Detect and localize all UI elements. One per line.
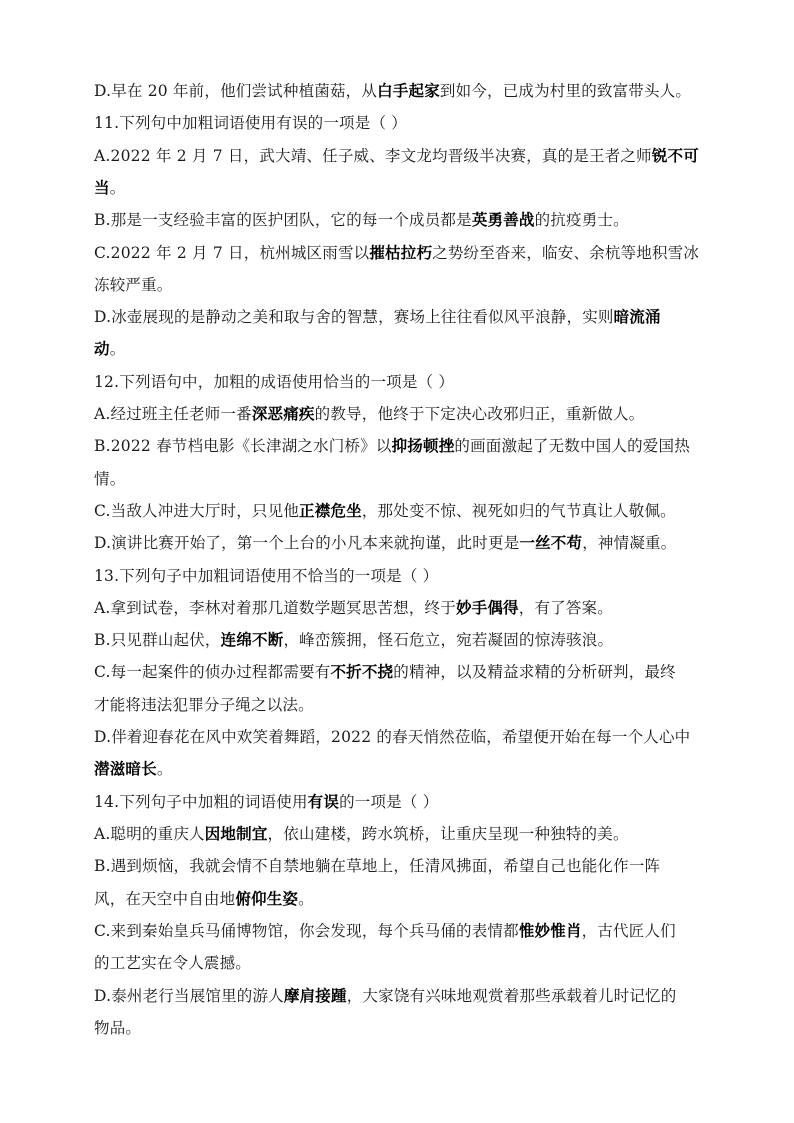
text-line (94, 759, 714, 779)
text-run: 才能将违法犯罪分子绳之以法。 (94, 696, 314, 714)
text-line (94, 533, 714, 553)
text-line (94, 695, 714, 715)
text-run: 到如今，已成为村里的致富带头人。 (439, 82, 692, 100)
text-line (94, 889, 714, 909)
text-line (94, 372, 714, 392)
text-run: 情。 (94, 470, 126, 488)
text-line (94, 404, 714, 424)
text-run: ，峰峦簇拥，怪石危立，宛若凝固的惊涛骇浪。 (283, 631, 614, 649)
text-run: C.2022 年 2 月 7 日，杭州城区雨雪以 (94, 244, 370, 262)
bold-phrase: 当 (94, 178, 110, 197)
text-run: ，那处变不惊、视死如归的气节真让人敬佩。 (361, 502, 676, 520)
text-run: B.2022 春节档电影《长津湖之水门桥》以 (94, 437, 392, 455)
text-line (94, 953, 714, 973)
bold-phrase: 正襟危坐 (299, 501, 362, 520)
text-run: B.那是一支经验丰富的医护团队，它的每一个成员都是 (94, 211, 472, 229)
text-run: 的抗疫勇士。 (534, 211, 629, 229)
text-run: 11.下列句中加粗词语使用有误的一项是（ ） (94, 114, 407, 132)
text-run: ，神情凝重。 (582, 534, 677, 552)
text-line (94, 307, 714, 327)
text-line (94, 436, 714, 456)
bold-phrase: 摧枯拉朽 (369, 243, 433, 262)
text-run: 的工艺实在令人震撼。 (94, 954, 252, 972)
text-run: 的画面激起了无数中国人的爱国热 (454, 437, 690, 455)
text-run: 12.下列语句中，加粗的成语使用恰当的一项是（ ） (94, 373, 455, 391)
bold-phrase: 抑扬顿挫 (391, 436, 455, 455)
text-line (94, 339, 714, 359)
text-line (94, 210, 714, 230)
text-line (94, 727, 714, 747)
text-run: 物品。 (94, 1019, 142, 1037)
bold-phrase: 英勇善战 (471, 210, 535, 229)
text-line (94, 178, 714, 198)
text-run: 13.下列句子中加粗词语使用不恰当的一项是（ ） (94, 567, 439, 585)
bold-phrase: 白手起家 (377, 81, 440, 100)
text-line (94, 598, 714, 618)
bold-phrase: 深恶痛疾 (251, 404, 315, 423)
text-run: 14.下列句子中加粗的词语使用 (94, 793, 308, 811)
text-run: D.伴着迎春花在风中欢笑着舞蹈，2022 的春天悄然莅临，希望便开始在每一个人心中 (94, 728, 691, 746)
text-line (94, 275, 714, 295)
bold-phrase: 暗流涌 (613, 307, 661, 326)
text-line (94, 986, 714, 1006)
bold-phrase: 有误 (307, 792, 340, 811)
bold-phrase: 因地制宜 (204, 824, 268, 843)
text-line (94, 921, 714, 941)
text-line (94, 469, 714, 489)
text-run: A.经过班主任老师一番 (94, 405, 252, 423)
bold-phrase: 惟妙惟肖 (518, 921, 582, 940)
bold-phrase: 妙手偶得 (455, 598, 519, 617)
text-run: 冻较严重。 (94, 276, 173, 294)
text-line (94, 824, 714, 844)
bold-phrase: 俯仰生姿 (235, 889, 299, 908)
text-line (94, 113, 714, 133)
text-run: A.拿到试卷，李林对着那几道数学题冥思苦想，终于 (94, 599, 456, 617)
text-run: ，依山建楼，跨水筑桥，让重庆呈现一种独特的美。 (267, 825, 629, 843)
bold-phrase: 连绵不断 (220, 630, 284, 649)
text-line (94, 856, 714, 876)
text-line (94, 792, 714, 812)
text-run: 。 (109, 179, 126, 197)
text-run: ，大家饶有兴味地观赏着那些承载着儿时记忆的 (346, 987, 677, 1005)
bold-phrase: 一丝不苟 (519, 533, 583, 552)
text-run: 的教导，他终于下定决心改邪归正，重新做人。 (314, 405, 645, 423)
bold-phrase: 动 (94, 339, 110, 358)
text-run: D.冰壶展现的是静动之美和取与舍的智慧，赛场上往往看似风平浪静，实则 (94, 308, 614, 326)
text-line (94, 566, 714, 586)
bold-phrase: 锐不可 (651, 146, 699, 165)
text-run: 风，在天空中自由地 (94, 890, 236, 908)
text-line (94, 243, 714, 263)
text-run: ，古代匠人们 (581, 922, 676, 940)
text-line (94, 501, 714, 521)
text-run: B.只见群山起伏， (94, 631, 221, 649)
text-run: B.遇到烦恼，我就会情不自禁地躺在草地上，任清风拂面，希望自己也能化作一阵 (94, 857, 661, 875)
text-run: C.每一起案件的侦办过程都需要有 (94, 663, 331, 681)
text-run: ，有了答案。 (518, 599, 613, 617)
text-run: 。 (109, 340, 126, 358)
text-run: 的精神，以及精益求精的分析研判，最终 (393, 663, 676, 681)
text-run: A.聪明的重庆人 (94, 825, 205, 843)
text-line (94, 630, 714, 650)
text-line (94, 1018, 714, 1038)
text-run: 的一项是（ ） (339, 793, 439, 811)
bold-phrase: 摩肩接踵 (283, 986, 347, 1005)
text-run: C.当敌人冲进大厅时，只见他 (94, 502, 300, 520)
text-run: D.演讲比赛开始了，第一个上台的小凡本来就拘谨，此时更是 (94, 534, 520, 552)
text-line (94, 81, 714, 101)
text-run: 。 (298, 890, 314, 908)
text-run: D.早在 20 年前，他们尝试种植菌菇，从 (94, 82, 378, 100)
text-run: 之势纷至沓来，临安、余杭等地积雪冰 (432, 244, 700, 262)
bold-phrase: 不折不挠 (330, 662, 394, 681)
text-line (94, 146, 714, 166)
text-run: D.泰州老行当展馆里的游人 (94, 987, 284, 1005)
text-run: A.2022 年 2 月 7 日，武大靖、任子威、李文龙均晋级半决赛，真的是王者之师 (94, 147, 652, 165)
bold-phrase: 潜滋暗长 (94, 759, 157, 778)
text-run: C.来到秦始皇兵马俑博物馆，你会发现，每个兵马俑的表情都 (94, 922, 519, 940)
text-line (94, 662, 714, 682)
text-run: 。 (156, 760, 173, 778)
